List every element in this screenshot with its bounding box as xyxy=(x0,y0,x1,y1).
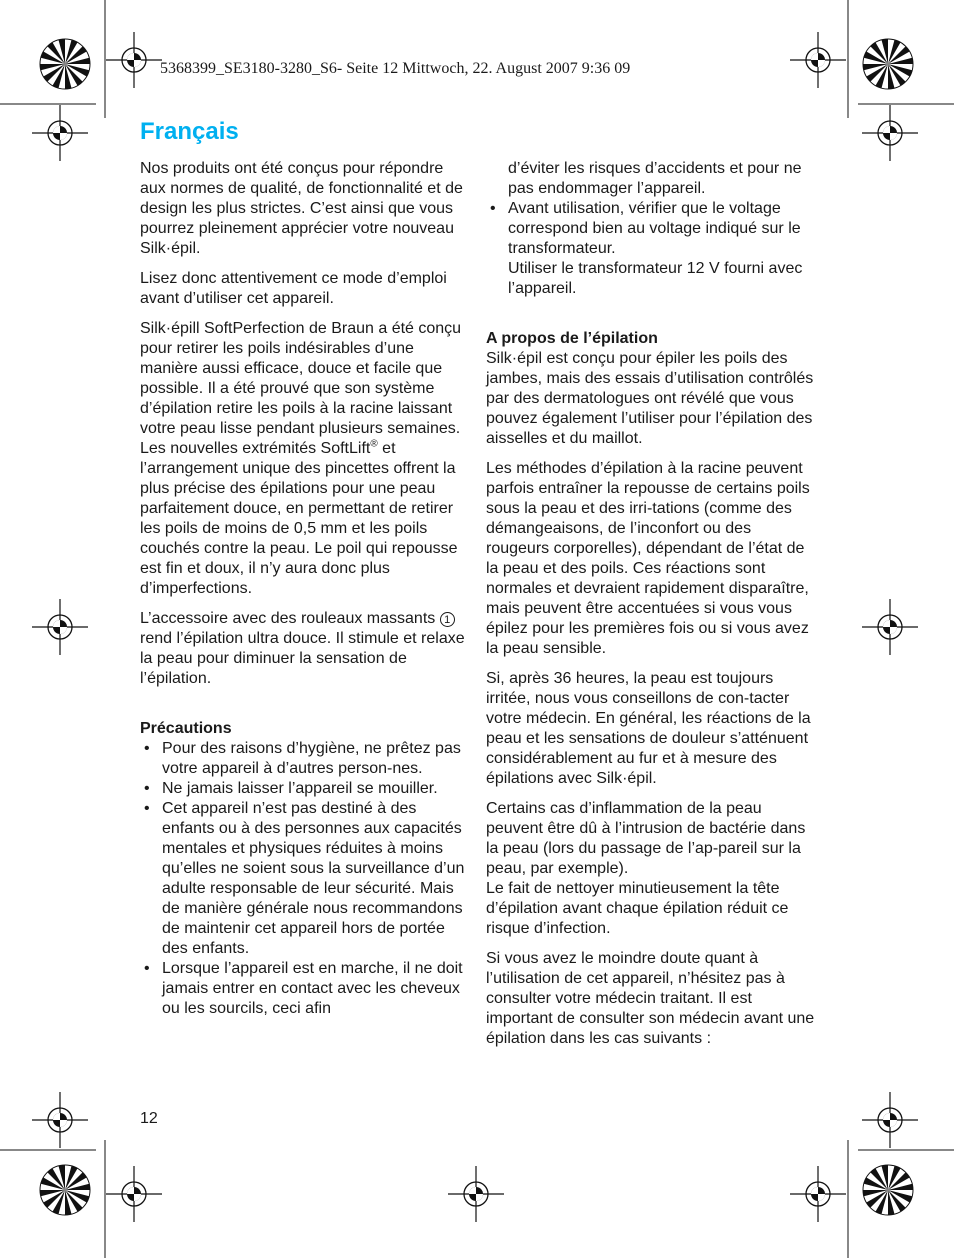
product-text-part2: et l’arrangement unique des pincettes offrent la plus précise des épilations pour une peau parfaitement douce, en permettant de retirer les poils de moins de 0,5 mm et les poils couchés contre la peau. Le poil qui repousse est fin et doux, il n’y aura donc plus d’imperfections. xyxy=(140,440,458,597)
precautions-list-continued xyxy=(486,199,816,259)
voltage-note: Utiliser le transformateur 12 V fourni avec l’appareil. xyxy=(508,260,803,297)
about-heading: A propos de l’épilation xyxy=(486,330,658,347)
cleaning-text: Le fait de nettoyer minutieusement la tête d’épilation avant chaque épilation réduit ce risque d’infection. xyxy=(486,880,789,937)
intro-paragraph: Nos produits ont été conçus pour répondre aux normes de qualité, de fonctionnalité et de design les plus strictes. C’est ainsi que vous pourrez pleinement apprécier votre nouveau Silk·épil. xyxy=(140,160,463,257)
precautions-list xyxy=(140,739,470,1019)
list-item: • Avant utilisation, vérifier que le voltage correspond bien au voltage indiqué sur le transformateur. xyxy=(486,199,816,259)
about-paragraph-2: Les méthodes d’épilation à la racine peuvent parfois entraîner la repousse de certains poils sous la peau et des irri-tations (comme des démangeaisons, de l’inconfort ou des rougeurs corporelles), dépendant de l’état de la peau et des poils. Ces réactions sont normales et devraient rapidement disparaître, mais peuvent être accentuées si vous vous épilez pour les premières fois ou si vous avez la peau sensible. xyxy=(486,460,810,657)
list-item: • Cet appareil n’est pas destiné à des enfants ou à des personnes aux capacités mentales et physiques réduites à moins qu’elles ne soient sous la surveillance d’un adulte responsable de leur sécurité. Mais de manière générale nous recommandons de maintenir cet appareil hors de portée des enfants. xyxy=(140,799,470,959)
read-manual-paragraph: Lisez donc attentivement ce mode d’emploi avant d’utiliser cet appareil. xyxy=(140,270,447,307)
inflammation-text: Certains cas d’inflammation de la peau peuvent être dû à l’intrusion de bactérie dans la peau (lors du passage de l’ap-pareil sur la peau, par exemple). xyxy=(486,800,806,877)
registered-mark: ® xyxy=(370,438,378,450)
precautions-heading: Précautions xyxy=(140,720,232,737)
page-number: 12 xyxy=(140,1110,158,1127)
left-column xyxy=(140,159,470,1019)
list-item: • Ne jamais laisser l’appareil se mouiller. xyxy=(140,779,470,799)
list-item: • Pour des raisons d’hygiène, ne prêtez pas votre appareil à d’autres person-nes. xyxy=(140,739,470,779)
about-paragraph-3: Si, après 36 heures, la peau est toujours irritée, nous vous conseillons de con-tacter votre médecin. En général, les réactions de la peau et les sensations de douleur s’atténuent considérablement au fur et à mesure des épilations avec Silk·épil. xyxy=(486,670,811,787)
product-description-paragraph xyxy=(140,319,470,599)
print-header: 5368399_SE3180-3280_S6- Seite 12 Mittwoch, 22. August 2007 9:36 09 xyxy=(160,60,631,77)
accessory-paragraph xyxy=(140,609,470,689)
accessory-text-part2: rend l’épilation ultra douce. Il stimule et relaxe la peau pour diminuer la sensation de l’épilation. xyxy=(140,630,465,687)
page-title: Français xyxy=(140,118,239,145)
about-paragraph-4 xyxy=(486,799,816,939)
product-text-part1: Silk·épill SoftPerfection de Braun a été conçu pour retirer les poils indésirables d’une manière aussi efficace, douce et facile que possible. Il a été prouvé que son système d’épilation retire les poils à la racine laissant votre peau lisse pendant plusieurs semaines. Les nouvelles extrémités SoftLift xyxy=(140,320,462,457)
about-paragraph-5: Si vous avez le moindre doute quant à l’utilisation de cet appareil, n’hésitez pas à consulter votre médecin traitant. Il est important de consulter son médecin avant une épilation dans les cas suivants : xyxy=(486,950,815,1047)
accessory-text-part1: L’accessoire avec des rouleaux massants xyxy=(140,610,440,627)
figure-reference-1: 1 xyxy=(440,612,455,627)
right-column xyxy=(486,159,816,1059)
list-item: • Lorsque l’appareil est en marche, il ne doit jamais entrer en contact avec les cheveux ou les sourcils, ceci afin xyxy=(140,959,470,1019)
about-paragraph-1: Silk·épil est conçu pour épiler les poils des jambes, mais des essais d’utilisation contrôlés par des dermatologues ont révélé que vous pouvez également l’utiliser pour l’épilation des aisselles et du maillot. xyxy=(486,350,814,447)
bullet-continuation: d’éviter les risques d’accidents et pour ne pas endommager l’appareil. xyxy=(508,160,802,197)
